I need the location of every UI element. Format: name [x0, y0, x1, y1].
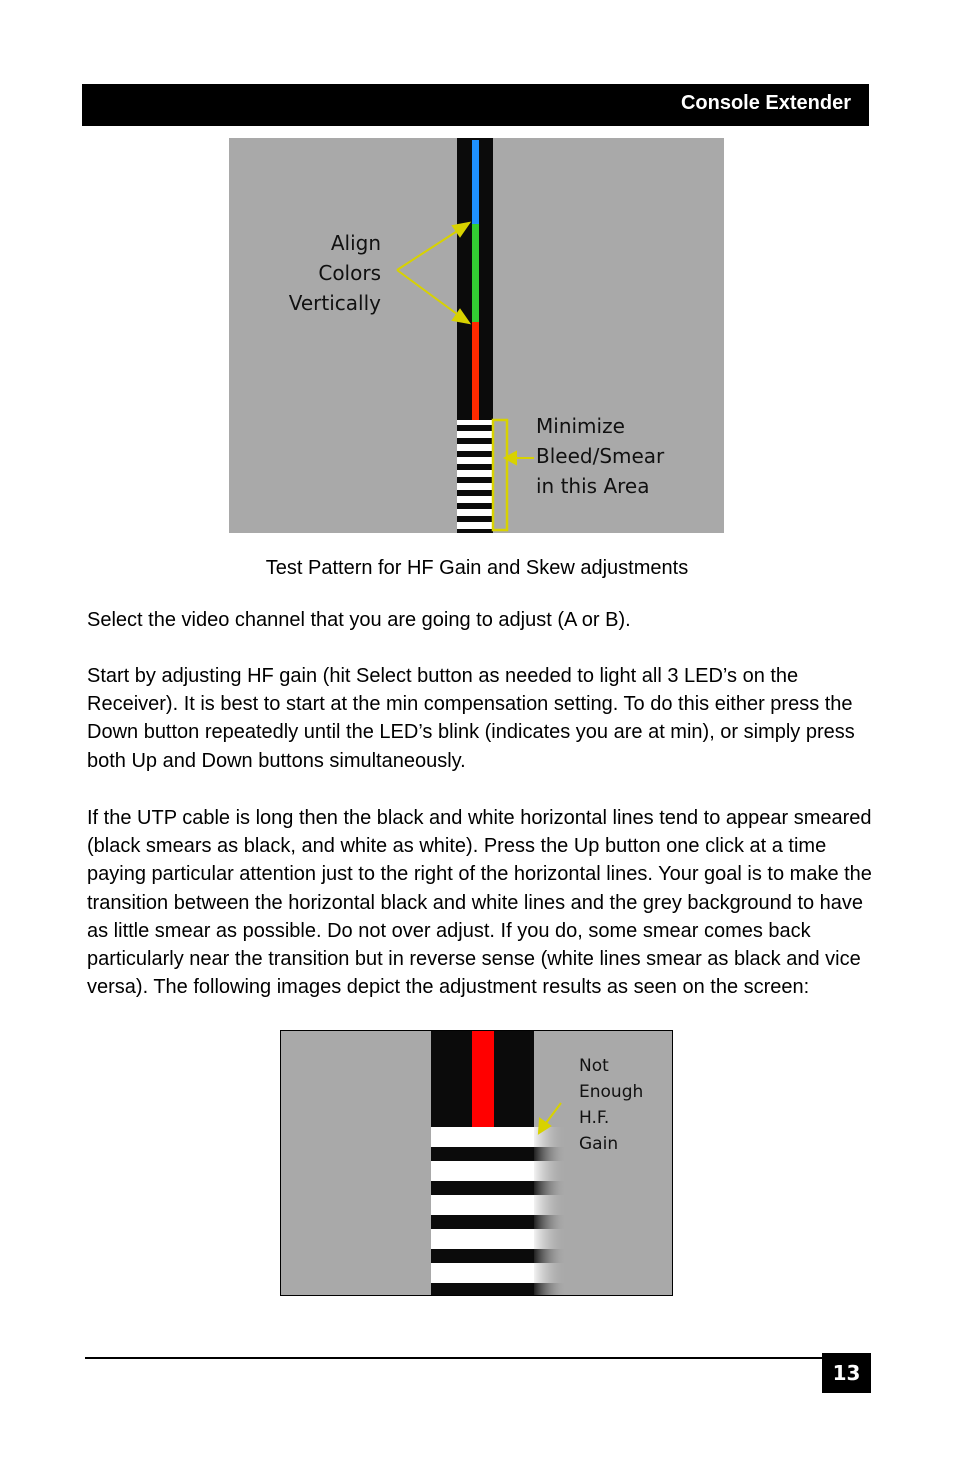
label-line: Align: [330, 231, 381, 255]
paragraph: If the UTP cable is long then the black and white horizontal lines tend to appear smeared (black smears as black, and white as white). Press the Up button one click at a time paying particular attention just to the right of the horizontal lines. Your goal is to make the transition between the horizontal black and white lines and the grey background to have as little smear as possible. Do not over adjust. If you do, some smear comes back particularly near the transition but in reverse sense (white lines smear as black and vice versa). The following images depict the adjustment results as seen on the screen:: [87, 807, 872, 999]
red-bar: [472, 1031, 494, 1127]
label-line: in this Area: [536, 474, 650, 498]
label-line: H.F.: [579, 1108, 610, 1128]
green-bar: [472, 224, 479, 322]
figure-caption: Test Pattern for HF Gain and Skew adjustments: [265, 557, 689, 579]
label-line: Vertically: [288, 291, 381, 315]
minimize-bleed-label: [536, 411, 716, 501]
label-line: Minimize: [536, 414, 625, 438]
header-bar: [82, 84, 869, 126]
paragraph: Select the video channel that you are going to adjust (A or B).: [87, 609, 631, 631]
label-line: Enough: [579, 1082, 644, 1102]
label-line: Gain: [579, 1134, 619, 1154]
hf-gain-figure: [280, 1030, 673, 1296]
page-number: 13: [822, 1353, 871, 1393]
align-colors-label: [259, 228, 381, 318]
paragraph: Start by adjusting HF gain (hit Select button as needed to light all 3 LED’s on the Receiver). It is best to start at the min compensation setting. To do this either press the Down button repeatedly until the LED’s blink (indicates you are at min), or simply press both Up and Down buttons simultaneously.: [87, 665, 855, 772]
stripe-pattern: [431, 1127, 566, 1295]
label-line: Not: [579, 1056, 609, 1076]
red-bar: [472, 322, 479, 420]
highlight-bracket: [493, 420, 507, 530]
header-title: Console Extender: [680, 92, 851, 114]
hf-gain-label: [579, 1053, 669, 1157]
label-line: Bleed/Smear: [536, 444, 665, 468]
test-pattern-figure: [229, 138, 724, 533]
label-line: Colors: [318, 261, 381, 285]
footer-rule: [85, 1357, 825, 1359]
stripe-pattern: [457, 420, 493, 533]
blue-bar: [472, 140, 479, 224]
